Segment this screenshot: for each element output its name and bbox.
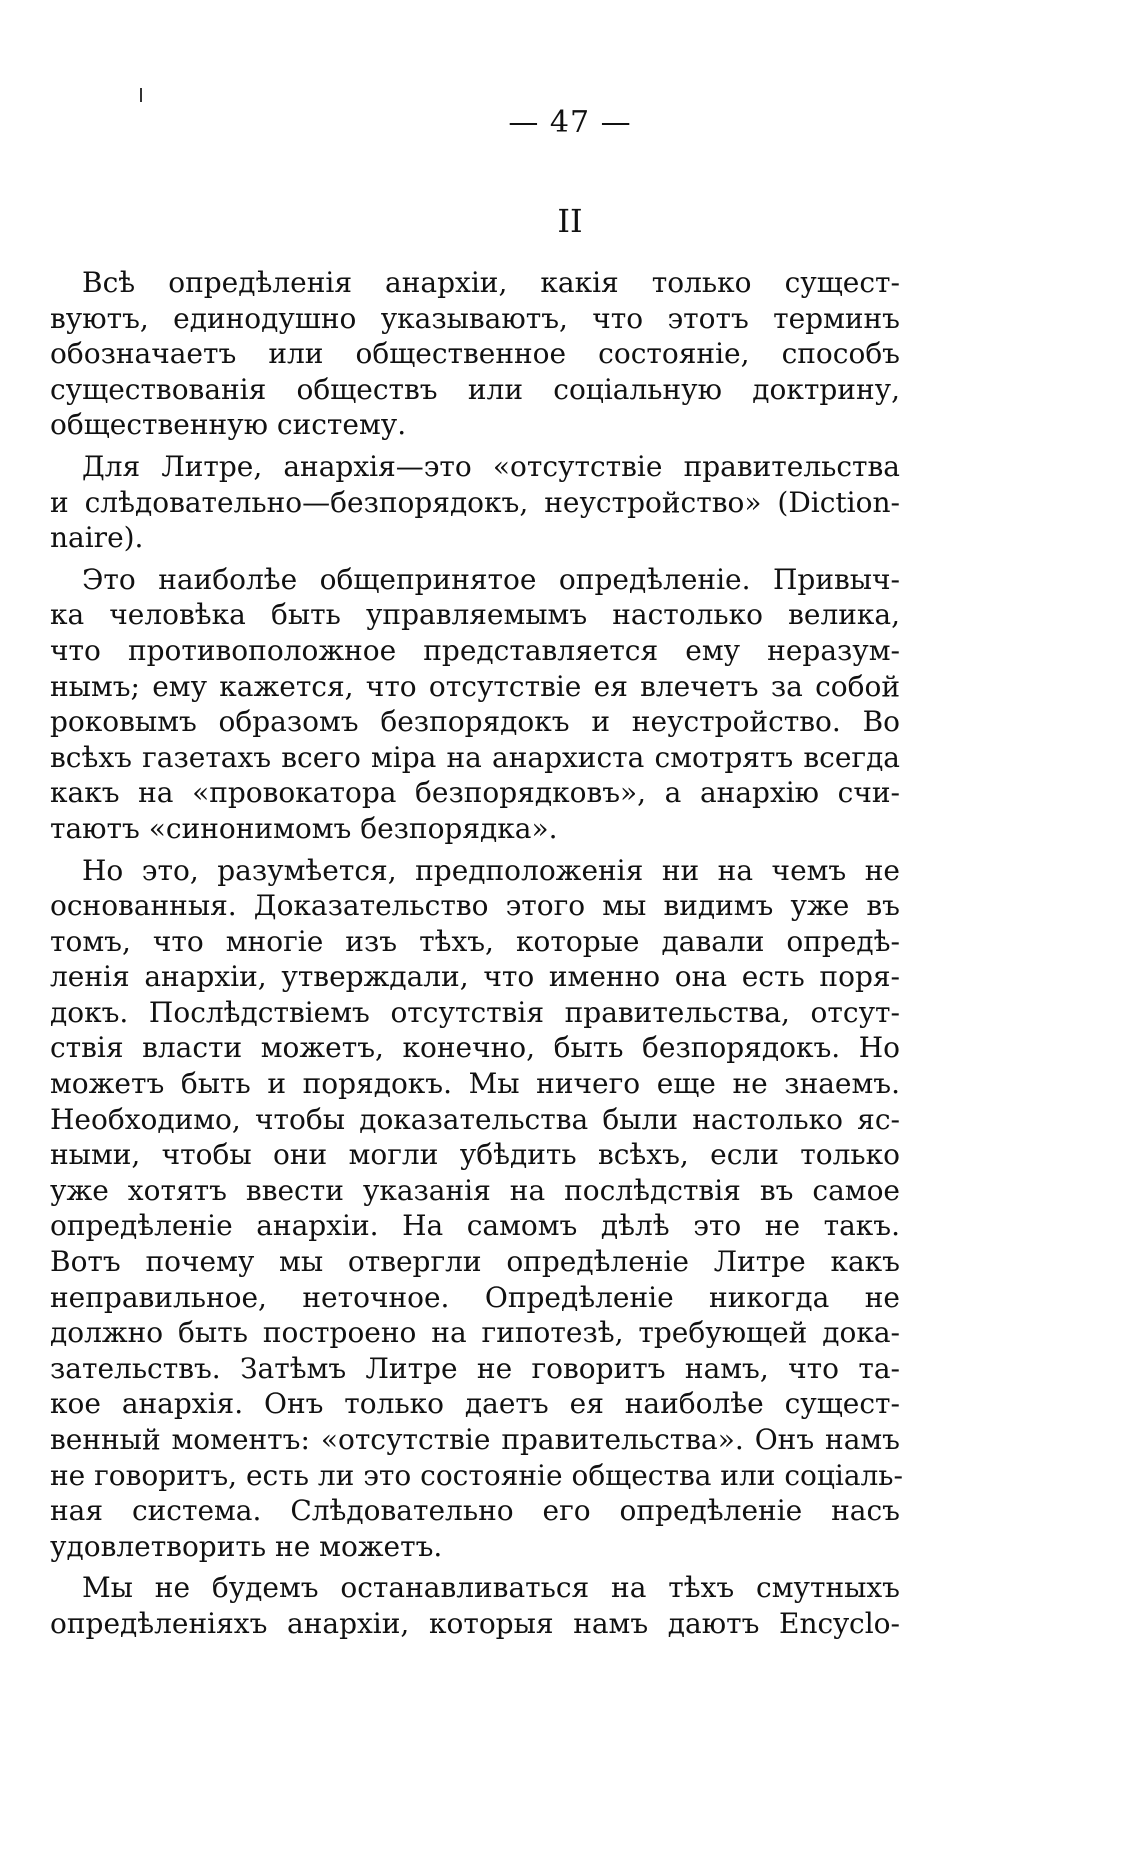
text-line: и слѣдовательно—безпорядокъ, неустройство» (Diction- [50,485,900,519]
text-line: томъ, что многіе изъ тѣхъ, которые давали опредѣ- [50,924,900,958]
text-line: неправильное, неточное. Опредѣленіе никогда не [50,1280,900,1314]
text-line: не говоритъ, есть ли это состояніе общества или соціаль- [50,1458,904,1492]
text-line: Вотъ почему мы отвергли опредѣленіе Литре какъ [50,1245,900,1279]
text-line: всѣхъ газетахъ всего міра на анархиста смотрятъ всегда [50,740,900,774]
text-line: naire). [50,521,144,555]
text-line: венный моментъ: «отсутствіе правительства». Онъ намъ [50,1423,900,1456]
text-line: ная система. Слѣдовательно его опредѣленіе насъ [50,1494,900,1528]
paragraph-5 [50,1570,900,1641]
stray-print-mark [140,88,142,102]
text-line: опредѣленіе анархіи. На самомъ дѣлѣ это не такъ. [50,1209,900,1243]
text-line: Мы не будемъ останавливаться на тѣхъ смутныхъ [82,1571,900,1605]
text-line: существованія обществъ или соціальную доктрину, [50,372,900,406]
text-line: удовлетворить не можетъ. [50,1529,443,1563]
text-line: докъ. Послѣдствіемъ отсутствія правительства, отсут- [50,995,900,1029]
text-line: Всѣ опредѣленія анархіи, какія только сущест- [82,266,900,299]
text-line: Но это, разумѣется, предположенія ни на чемъ не [82,853,900,887]
chapter-heading: II [557,202,583,240]
text-line: уже хотятъ ввести указанія на послѣдствія въ самое [50,1173,900,1207]
paragraph-2 [50,449,900,556]
text-line: ленія анархіи, утверждали, что именно она есть поря- [50,960,900,994]
text-line: должно быть построено на гипотезѣ, требующей дока- [50,1316,900,1350]
text-line: Для Литре, анархія—это «отсутствіе правительства [82,449,900,483]
text-line: общественную систему. [50,408,407,442]
text-line: можетъ быть и порядокъ. Мы ничего еще не знаемъ. [50,1067,900,1101]
text-line: вуютъ, единодушно указываютъ, что этотъ терминъ [50,301,900,335]
text-line: Необходимо, чтобы доказательства были настолько яс- [50,1102,900,1136]
text-line: что противоположное представляется ему неразум- [50,633,900,667]
text-line: Это наиболѣе общепринятое опредѣленіе. Привыч- [82,562,900,596]
text-line: ка человѣка быть управляемымъ настолько велика, [50,598,900,632]
text-body [50,265,904,1642]
paragraph-4 [50,853,904,1565]
text-line: обозначаетъ или общественное состояніе, способъ [50,337,900,371]
paragraph-3 [50,562,900,847]
text-line: таютъ «синонимомъ безпорядка». [50,811,558,845]
text-line: нымъ; ему кажется, что отсутствіе ея влечетъ за собой [50,669,900,703]
text-line: опредѣленіяхъ анархіи, которыя намъ даютъ Encyclo- [50,1606,900,1640]
text-line: зательствъ. Затѣмъ Литре не говоритъ намъ, что та- [50,1351,900,1385]
text-line: кое анархія. Онъ только даетъ ея наиболѣе сущест- [50,1387,900,1421]
text-line: какъ на «провокатора безпорядковъ», а анархію счи- [50,776,900,810]
text-line: роковымъ образомъ безпорядокъ и неустройство. Во [50,705,900,739]
text-line: ствія власти можетъ, конечно, быть безпорядокъ. Но [50,1031,900,1065]
page-number: — 47 — [508,105,632,140]
text-line: ными, чтобы они могли убѣдить всѣхъ, если только [50,1138,900,1172]
text-line: основанныя. Доказательство этого мы видимъ уже въ [50,889,900,923]
paragraph-1 [50,265,900,443]
